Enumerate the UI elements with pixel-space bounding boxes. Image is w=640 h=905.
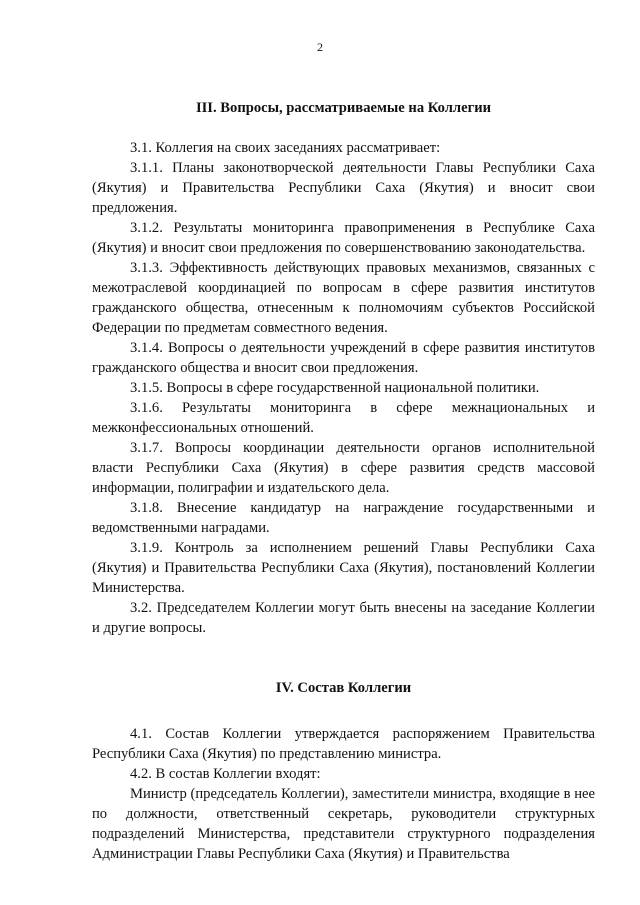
paragraph-3-1-8: 3.1.8. Внесение кандидатур на награждение государственными и ведомственными наградами. bbox=[92, 500, 595, 536]
paragraph-3-1-5: 3.1.5. Вопросы в сфере государственной национальной политики. bbox=[130, 380, 540, 396]
paragraph-3-2: 3.2. Председателем Коллегии могут быть внесены на заседание Коллегии и другие вопросы. bbox=[92, 600, 595, 636]
section-3-heading: III. Вопросы, рассматриваемые на Коллегии bbox=[195, 100, 492, 116]
paragraph-3-1-7: 3.1.7. Вопросы координации деятельности органов исполнительной власти Республики Саха (Якутия) в сфере развития средств массовой информации, полиграфии и издательского дела. bbox=[92, 440, 595, 496]
paragraph-4-2: 4.2. В состав Коллегии входят: bbox=[130, 766, 321, 782]
paragraph-3-1-4: 3.1.4. Вопросы о деятельности учреждений в сфере развития институтов гражданского общества и вносит свои предложения. bbox=[92, 340, 595, 376]
paragraph-3-1: 3.1. Коллегия на своих заседаниях рассматривает: bbox=[130, 140, 441, 156]
paragraph-3-1-9: 3.1.9. Контроль за исполнением решений Главы Республики Саха (Якутия) и Правительства Республики Саха (Якутия), постановлений Коллегии Министерства. bbox=[92, 540, 595, 596]
paragraph-4-1: 4.1. Состав Коллегии утверждается распоряжением Правительства Республики Саха (Якутия) по представлению министра. bbox=[92, 726, 595, 762]
paragraph-3-1-3: 3.1.3. Эффективность действующих правовых механизмов, связанных с межотраслевой координацией по вопросам в сфере развития институтов гражданского общества, отнесенным к полномочиям субъектов Российской Федерации по предметам совместного ведения. bbox=[92, 260, 595, 336]
section-4-heading: IV. Состав Коллегии bbox=[275, 680, 412, 696]
document-body bbox=[92, 98, 595, 864]
paragraph-3-1-6: 3.1.6. Результаты мониторинга в сфере межнациональных и межконфессиональных отношений. bbox=[92, 400, 595, 436]
paragraph-3-1-1: 3.1.1. Планы законотворческой деятельности Главы Республики Саха (Якутия) и Правительства Республики Саха (Якутия) и вносит свои предложения. bbox=[92, 160, 595, 216]
paragraph-3-1-2: 3.1.2. Результаты мониторинга правоприменения в Республике Саха (Якутия) и вносит свои предложения по совершенствованию законодательства. bbox=[92, 220, 595, 256]
paragraph-4-2-members: Министр (председатель Коллегии), заместители министра, входящие в нее по должности, ответственный секретарь, руководители структурных подразделений Министерства, представители структурного подразделения Администрации Главы Республики Саха (Якутия) и Правительства bbox=[92, 786, 595, 862]
page-number: 2 bbox=[317, 40, 323, 54]
